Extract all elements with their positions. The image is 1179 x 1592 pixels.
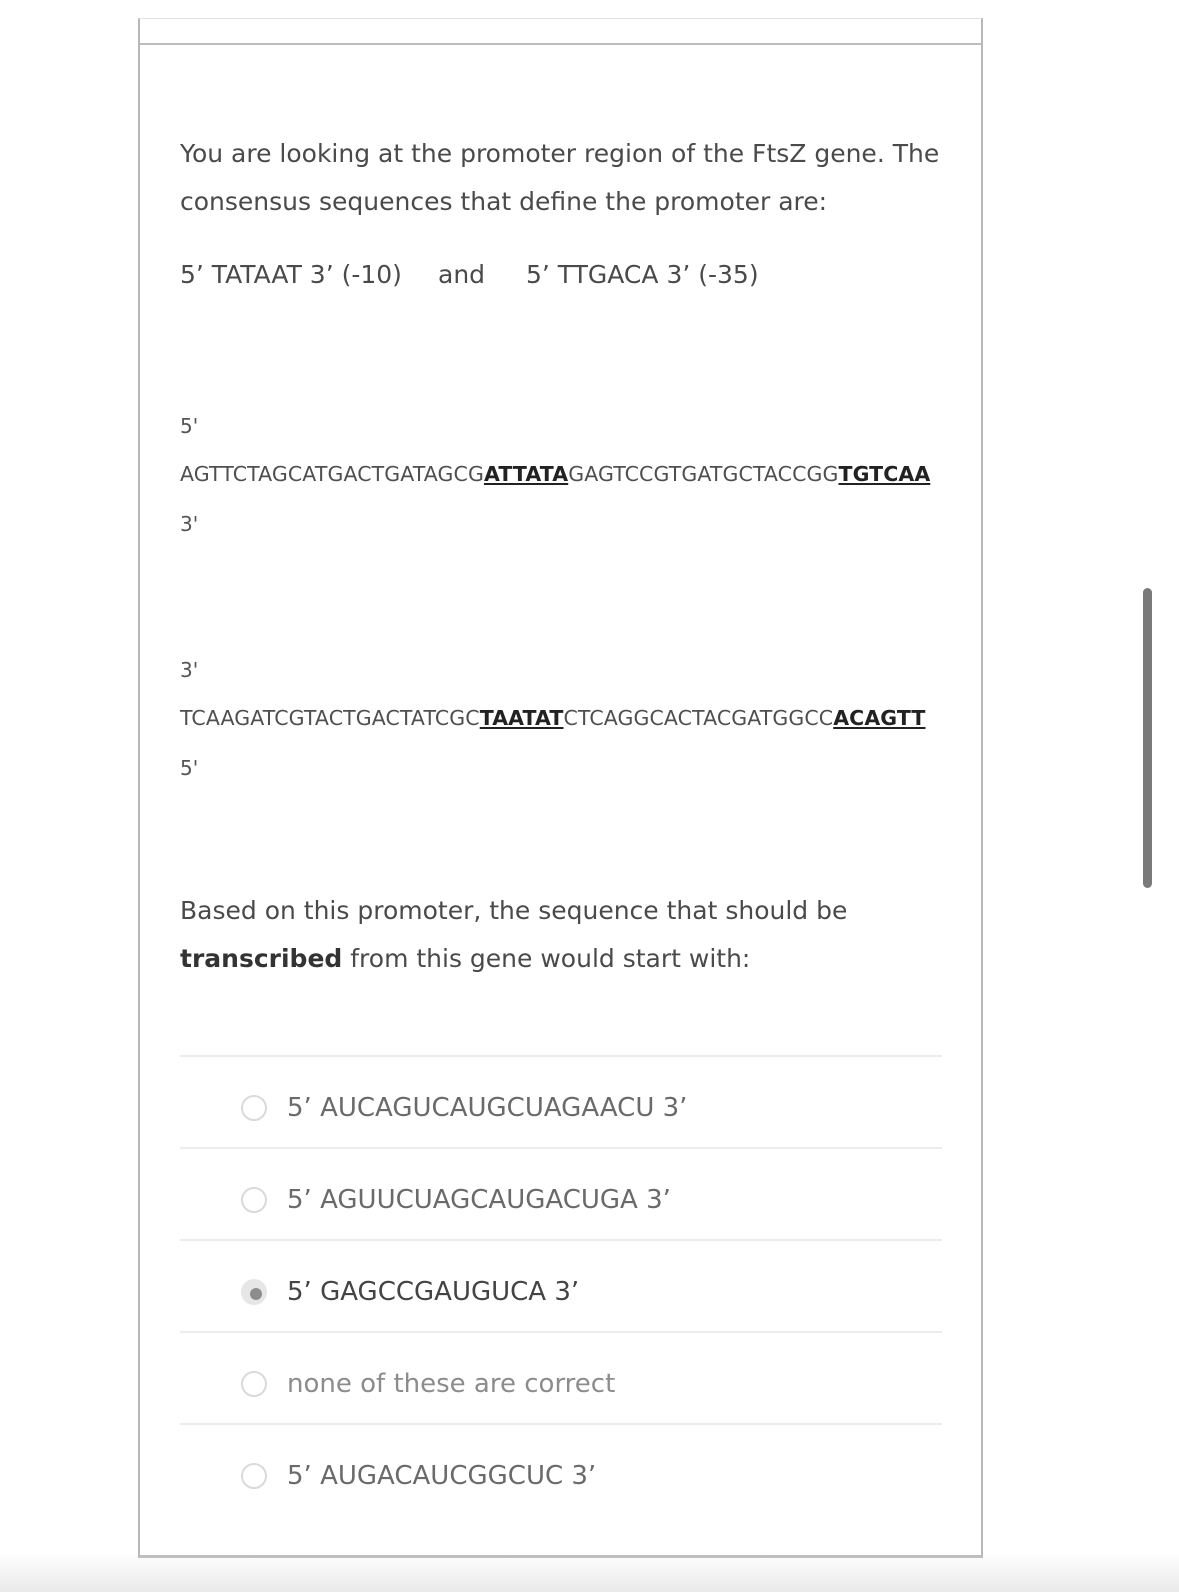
prompt-line-1: Based on this promoter, the sequence that should be (180, 896, 848, 925)
answer-option-5[interactable] (180, 1425, 942, 1515)
top-strand-box2: TGTCAA (838, 462, 931, 486)
answer-option-label: none of these are correct (287, 1369, 616, 1399)
bottom-strand-5prime-label: 5' (180, 756, 199, 780)
radio-button[interactable] (241, 1371, 267, 1397)
prompt-bold-word: transcribed (180, 944, 343, 973)
consensus-minus10: 5’ TATAAT 3’ (-10) (180, 260, 402, 289)
radio-button[interactable] (241, 1463, 267, 1489)
prompt-line-2 (180, 944, 750, 973)
top-strand-seg1: AGTTCTAGCATGACTGATAGCG (180, 462, 484, 486)
top-strand-3prime-label: 3' (180, 512, 199, 536)
answer-option-3[interactable] (180, 1241, 942, 1333)
answer-option-4[interactable] (180, 1333, 942, 1425)
answer-option-2[interactable] (180, 1149, 942, 1241)
top-strand-sequence (180, 462, 930, 486)
radio-button[interactable] (241, 1187, 267, 1213)
bottom-strand-box2: ACAGTT (833, 706, 926, 730)
top-strand-box1: ATTATA (483, 462, 569, 486)
consensus-and: and (438, 260, 486, 289)
card-header-divider (140, 43, 981, 45)
top-strand-seg2: GAGTCCGTGATGCTACCGG (568, 462, 839, 486)
answer-option-label: 5’ AUGACAUCGGCUC 3’ (287, 1461, 597, 1491)
prompt-rest: from this gene would start with: (342, 944, 751, 973)
answer-option-1[interactable] (180, 1057, 942, 1149)
intro-line-2: consensus sequences that define the promoter are: (180, 187, 828, 216)
top-strand-5prime-label: 5' (180, 414, 199, 438)
bottom-strand-sequence (180, 706, 926, 730)
consensus-minus35: 5’ TTGACA 3’ (-35) (526, 260, 759, 289)
radio-button-selected[interactable] (241, 1279, 267, 1305)
radio-dot-icon (250, 1288, 262, 1300)
scrollbar-thumb[interactable] (1143, 588, 1152, 888)
intro-line-1: You are looking at the promoter region of the FtsZ gene. The (180, 139, 940, 168)
answer-options (180, 1055, 942, 1515)
answer-option-label: 5’ AGUUCUAGCAUGACUGA 3’ (287, 1185, 671, 1215)
answer-option-label: 5’ GAGCCGAUGUCA 3’ (287, 1277, 580, 1307)
answer-option-label: 5’ AUCAGUCAUGCUAGAACU 3’ (287, 1093, 688, 1123)
bottom-strand-box1: TAATAT (479, 706, 564, 730)
bottom-strand-seg1: TCAAGATCGTACTGACTATCGC (180, 706, 480, 730)
bottom-shadow (0, 1552, 1179, 1592)
bottom-strand-seg2: CTCAGGCACTACGATGGCC (563, 706, 834, 730)
radio-button[interactable] (241, 1095, 267, 1121)
bottom-strand-3prime-label: 3' (180, 658, 199, 682)
